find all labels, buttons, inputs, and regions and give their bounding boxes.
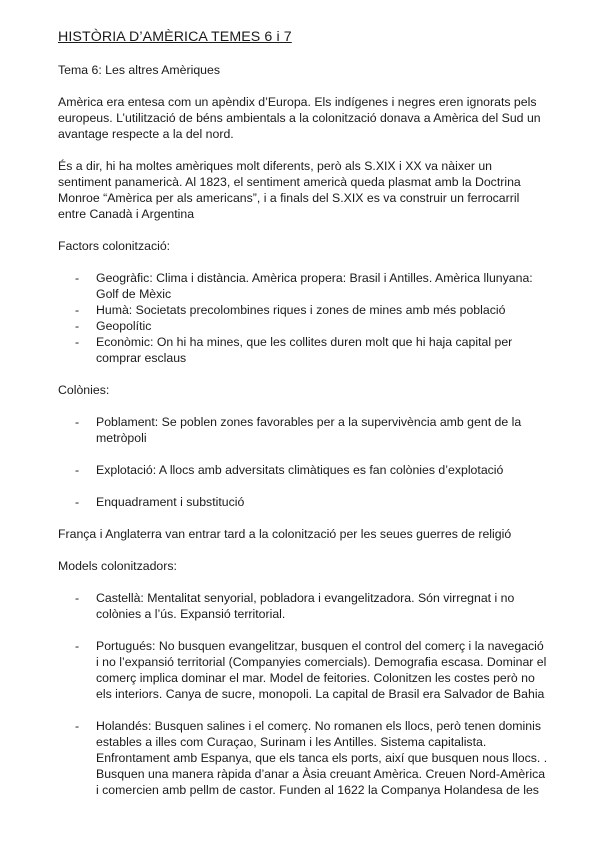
bullet-dash: - (75, 463, 80, 477)
list-item (58, 494, 548, 510)
list-item-text: Explotació: A llocs amb adversitats climàtiques es fan colònies d’explotació (96, 463, 504, 477)
list-item (58, 318, 548, 334)
bullet-dash: - (75, 303, 80, 317)
list-item (58, 590, 548, 622)
list-item-text: Enquadrament i substitució (96, 495, 245, 509)
franca-paragraph: França i Anglaterra van entrar tard a la colonització per les seues guerres de religió (58, 527, 512, 541)
list-item-text: Portugués: No busquen evangelitzar, busquen el control del comerç i la navegació i no l’expansió territorial (Companyies comercials). Demografia escasa. Dominar el comerç implica dominar el mar. Model de feitories. Colonitzen les costes però no els interiors. Canya de sucre, monopoli. La capital de Brasil era Salvador de Bahia (96, 639, 547, 701)
bullet-dash: - (75, 719, 80, 733)
list-item-text: Castellà: Mentalitat senyorial, pobladora i evangelitzadora. Són virregnat i no colònies a l’ús. Expansió territorial. (96, 591, 515, 621)
intro-paragraph: És a dir, hi ha moltes amèriques molt diferents, però als S.XIX i XX va nàixer un sentiment panamericà. Al 1823, el sentiment americà queda plasmat amb la Doctrina Monroe “Amèrica per als americans”, i a finals del S.XIX es va construir un ferrocarril entre Canadà i Argentina (58, 159, 521, 221)
list-item (58, 462, 548, 478)
list-item (58, 302, 548, 318)
bullet-dash: - (75, 319, 80, 333)
bullet-dash: - (75, 591, 80, 605)
colonies-list (58, 414, 548, 510)
models-heading: Models colonitzadors: (58, 559, 177, 573)
list-item-text: Holandés: Busquen salines i el comerç. No romanen els llocs, però tenen dominis estables a illes com Curaçao, Surinam i les Antilles. Sistema capitalista. Enfrontament amb Espanya, que els tanca els ports, així que busquen nous llocs. . Busquen una manera ràpida d’anar a Àsia creuant Amèrica. Creuen Nord-Amèrica i comercien amb pellm de castor. Funden al 1622 la Companya Holandesa de les (96, 719, 548, 797)
list-item (58, 270, 548, 302)
bullet-dash: - (75, 335, 80, 349)
models-list (58, 590, 548, 798)
document-title: HISTÒRIA D’AMÈRICA TEMES 6 i 7 (58, 29, 292, 45)
colonies-heading: Colònies: (58, 383, 110, 397)
list-item-text: Geogràfic: Clima i distància. Amèrica propera: Brasil i Antilles. Amèrica llunyana: Golf de Mèxic (96, 271, 533, 301)
intro-paragraph: Amèrica era entesa com un apèndix d’Europa. Els indígenes i negres eren ignorats pels europeus. L’utilització de béns ambientals a la colonització donava a Amèrica del Sud un avantage respecte a la del nord. (58, 95, 541, 141)
list-item (58, 718, 548, 798)
list-item (58, 334, 548, 366)
list-item-text: Humà: Societats precolombines riques i zones de mines amb més població (96, 303, 506, 317)
document-body (58, 28, 548, 814)
list-item-text: Poblament: Se poblen zones favorables per a la supervivència amb gent de la metròpoli (96, 415, 522, 445)
factors-list (58, 270, 548, 366)
bullet-dash: - (75, 415, 80, 429)
list-item (58, 638, 548, 702)
bullet-dash: - (75, 271, 80, 285)
list-item-text: Geopolític (96, 319, 152, 333)
list-item (58, 414, 548, 446)
factors-heading: Factors colonització: (58, 239, 171, 253)
list-item-text: Econòmic: On hi ha mines, que les collites duren molt que hi haja capital per comprar esclaus (96, 335, 513, 365)
bullet-dash: - (75, 495, 80, 509)
section-heading-tema6: Tema 6: Les altres Amèriques (58, 63, 220, 77)
bullet-dash: - (75, 639, 80, 653)
